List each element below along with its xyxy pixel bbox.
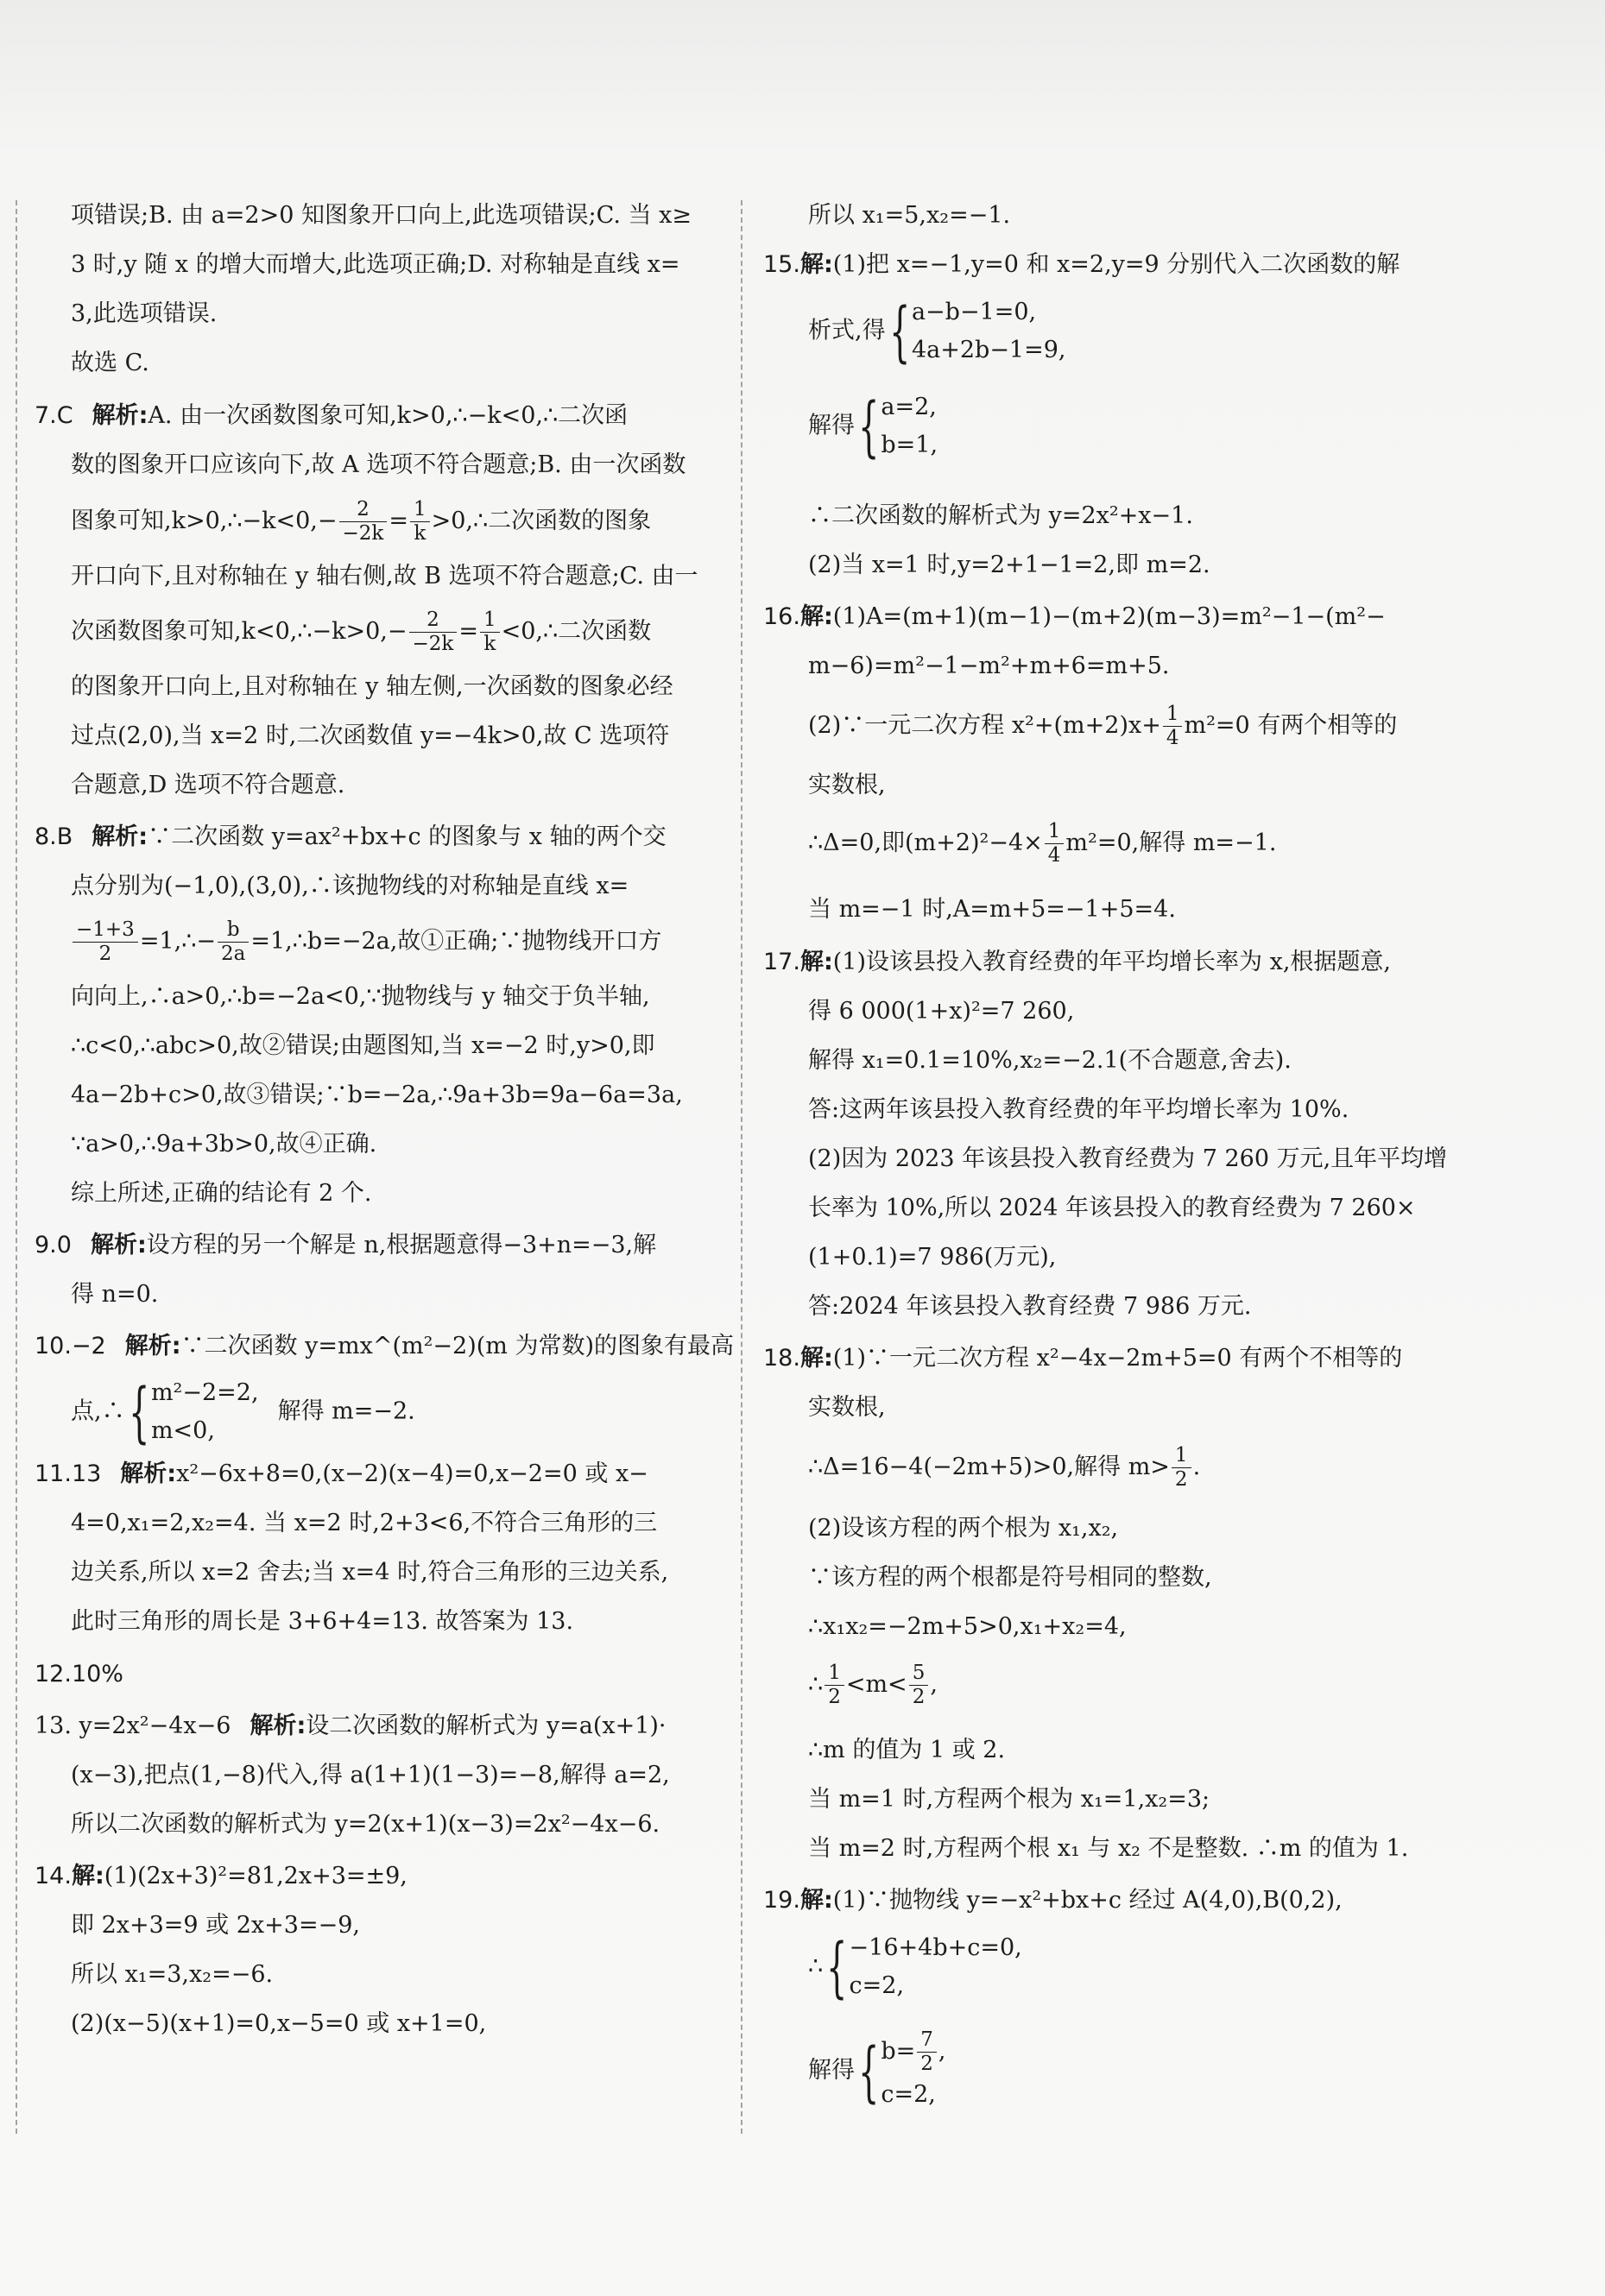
text-line: 数的图象开口应该向下,故 A 选项不符合题意;B. 由一次函数: [71, 451, 686, 478]
numerator: 2: [409, 609, 458, 633]
equation-system: [886, 293, 1066, 369]
text-span: (1)A=(m+1)(m−1)−(m+2)(m−3)=m²−1−(m²−: [832, 603, 1386, 630]
system-row: [881, 2028, 945, 2076]
text-span: (2)∵一元二次方程 x²+(m+2)x+: [808, 712, 1161, 739]
answer-number: 7.C: [35, 402, 73, 429]
text-span: (1)(2x+3)²=81,2x+3=±9,: [104, 1863, 408, 1889]
text-span: ∴: [808, 1671, 824, 1698]
brace-icon: {: [888, 293, 910, 369]
solution-label: 解:: [799, 603, 833, 630]
text-span: ∴Δ=16−4(−2m+5)>0,解得 m>: [808, 1454, 1170, 1480]
text-span: 析式,得: [808, 317, 886, 344]
text-span: <m<: [845, 1671, 907, 1698]
text-span: <0,∴二次函数: [501, 618, 652, 645]
math-line: [808, 1929, 1022, 2005]
brace-icon: {: [128, 1373, 149, 1450]
math-line: [71, 498, 651, 546]
column-divider: [741, 200, 742, 2134]
text-span: m²=0 有两个相等的: [1184, 712, 1398, 739]
answer-number: 19.: [763, 1887, 800, 1914]
text-span: m²=0,解得 m=−1.: [1065, 829, 1277, 856]
answer-number: 18.: [763, 1345, 800, 1372]
question-14: [35, 1861, 408, 1892]
answer-number: 10.−2: [35, 1333, 106, 1359]
math-line: [808, 388, 938, 464]
answer-number: 15.: [763, 251, 800, 278]
numerator: 1: [1172, 1444, 1191, 1468]
denominator: k: [483, 633, 496, 655]
math-line: [71, 609, 651, 656]
text-line: 实数根,: [808, 772, 886, 798]
answer-number: 16.: [763, 603, 800, 630]
system-row: −16+4b+c=0,: [849, 1934, 1022, 1961]
question-15: [763, 249, 1400, 281]
fraction: [410, 498, 430, 546]
analysis-label: 解析:: [92, 823, 148, 850]
text-span: ∴Δ=0,即(m+2)²−4×: [808, 829, 1043, 856]
text-line: (1+0.1)=7 986(万元),: [808, 1244, 1057, 1271]
numerator: 1: [1163, 703, 1183, 727]
text-span: b=: [881, 2038, 916, 2065]
text-line: 得 n=0.: [71, 1281, 159, 1308]
text-span: ,: [930, 1671, 938, 1698]
denominator: 2: [1174, 1468, 1188, 1491]
text-span: (1)把 x=−1,y=0 和 x=2,y=9 分别代入二次函数的解: [832, 251, 1400, 278]
text-line: (2)(x−5)(x+1)=0,x−5=0 或 x+1=0,: [71, 2010, 487, 2037]
equation-system: [855, 2028, 946, 2114]
denominator: 2: [828, 1686, 841, 1708]
solution-label: 解:: [71, 1863, 104, 1889]
system-row: a−b−1=0,: [911, 299, 1037, 325]
text-span: (1)∵一元二次方程 x²−4x−2m+5=0 有两个不相等的: [832, 1345, 1403, 1372]
question-9: [35, 1230, 656, 1261]
math-line: [71, 918, 661, 966]
text-line: 点分别为(−1,0),(3,0),∴该抛物线的对称轴是直线 x=: [71, 873, 629, 899]
system-row: c=2,: [849, 1972, 905, 1999]
answer-number: 8.B: [35, 823, 73, 850]
equation-system: [823, 1929, 1022, 2005]
text-span: 解得: [808, 412, 855, 439]
text-line: 3 时,y 随 x 的增大而增大,此选项正确;D. 对称轴是直线 x=: [71, 251, 680, 278]
text-line: m−6)=m²−1−m²+m+6=m+5.: [808, 653, 1170, 679]
text-span: (1)∵抛物线 y=−x²+bx+c 经过 A(4,0),B(0,2),: [832, 1887, 1343, 1914]
text-span: x²−6x+8=0,(x−2)(x−4)=0,x−2=0 或 x−: [176, 1460, 648, 1487]
question-13: [35, 1711, 667, 1742]
text-line: 长率为 10%,所以 2024 年该县投入的教育经费为 7 260×: [808, 1195, 1416, 1221]
answer-number: 17.: [763, 949, 800, 975]
denominator: 4: [1166, 727, 1179, 749]
system-row: b=1,: [881, 432, 938, 458]
question-8: [35, 822, 667, 853]
text-span: 设二次函数的解析式为 y=a(x+1)·: [306, 1713, 667, 1739]
denominator: −2k: [342, 522, 384, 545]
numerator: 2: [339, 498, 388, 522]
text-span: (1)设该县投入教育经费的年平均增长率为 x,根据题意,: [832, 949, 1391, 975]
denominator: 2: [98, 943, 112, 965]
left-margin-rule: [16, 200, 17, 2134]
denominator: 4: [1047, 844, 1061, 867]
text-line: 答:这两年该县投入教育经费的年平均增长率为 10%.: [808, 1096, 1349, 1123]
fraction: [917, 2028, 937, 2076]
equation-system: [125, 1374, 259, 1450]
text-line: 即 2x+3=9 或 2x+3=−9,: [71, 1912, 360, 1939]
text-line: 4a−2b+c>0,故③错误;∵b=−2a,∴9a+3b=9a−6a=3a,: [71, 1082, 683, 1108]
system-row: m²−2=2,: [150, 1379, 259, 1406]
fraction: [480, 609, 500, 656]
brace-icon: {: [826, 1928, 848, 2005]
fraction: [339, 498, 388, 546]
text-line: 解得 x₁=0.1=10%,x₂=−2.1(不合题意,舍去).: [808, 1047, 1292, 1074]
math-line: [808, 2028, 946, 2114]
text-line: 项错误;B. 由 a=2>0 知图象开口向上,此选项错误;C. 当 x≥: [71, 202, 692, 229]
fraction: [909, 1662, 929, 1709]
text-line: 过点(2,0),当 x=2 时,二次函数值 y=−4k>0,故 C 选项符: [71, 722, 670, 749]
text-line: 当 m=1 时,方程两个根为 x₁=1,x₂=3;: [808, 1786, 1210, 1813]
analysis-label: 解析:: [124, 1333, 181, 1359]
denominator: k: [414, 522, 427, 545]
text-span: =1,∴b=−2a,故①正确;∵抛物线开口方: [250, 928, 662, 955]
text-span: =: [458, 618, 478, 645]
text-line: ∴m 的值为 1 或 2.: [808, 1737, 1006, 1763]
text-line: 答:2024 年该县投入教育经费 7 986 万元.: [808, 1293, 1252, 1320]
answer-number: 14.: [35, 1863, 72, 1889]
text-span: =1,∴−: [139, 928, 216, 955]
denominator: 2: [920, 2053, 933, 2075]
text-span: 解得 m=−2.: [277, 1397, 415, 1425]
text-span: ∵二次函数 y=ax²+bx+c 的图象与 x 轴的两个交: [148, 823, 667, 850]
text-line: ∵a>0,∴9a+3b>0,故④正确.: [71, 1131, 377, 1157]
equation-system: [855, 388, 938, 464]
numerator: 7: [917, 2028, 937, 2053]
question-17: [763, 947, 1391, 978]
text-line: ∴c<0,∴abc>0,故②错误;由题图知,当 x=−2 时,y>0,即: [71, 1032, 655, 1059]
question-19: [763, 1885, 1343, 1916]
fraction: [825, 1662, 844, 1709]
denominator: −2k: [412, 633, 454, 655]
text-span: 设方程的另一个解是 n,根据题意得−3+n=−3,解: [146, 1232, 657, 1258]
fraction: [73, 918, 138, 966]
text-line: (2)因为 2023 年该县投入教育经费为 7 260 万元,且年平均增: [808, 1145, 1448, 1172]
analysis-label: 解析:: [250, 1713, 306, 1739]
math-line: [71, 1374, 415, 1450]
solution-label: 解:: [799, 1345, 833, 1372]
text-span: ∴: [808, 1952, 824, 1980]
math-line: [808, 1444, 1200, 1492]
text-line: 当 m=−1 时,A=m+5=−1+5=4.: [808, 896, 1176, 923]
fraction: [218, 918, 249, 966]
text-span: 解得: [808, 2057, 855, 2084]
fraction: [409, 609, 458, 656]
numerator: 1: [480, 609, 500, 633]
text-span: 次函数图象可知,k<0,∴−k>0,−: [71, 618, 408, 645]
text-line: 边关系,所以 x=2 舍去;当 x=4 时,符合三角形的三边关系,: [71, 1559, 669, 1586]
text-line: 当 m=2 时,方程两个根 x₁ 与 x₂ 不是整数. ∴m 的值为 1.: [808, 1835, 1409, 1862]
question-11: [35, 1459, 648, 1490]
text-line: 得 6 000(1+x)²=7 260,: [808, 998, 1075, 1025]
analysis-label: 解析:: [92, 402, 148, 429]
text-line: ∴二次函数的解析式为 y=2x²+x−1.: [808, 502, 1193, 529]
text-span: A. 由一次函数图象可知,k>0,∴−k<0,∴二次函: [148, 402, 629, 429]
text-line: 向向上,∴a>0,∴b=−2a<0,∵抛物线与 y 轴交于负半轴,: [71, 983, 650, 1010]
text-span: ∵二次函数 y=mx^(m²−2)(m 为常数)的图象有最高: [180, 1333, 735, 1359]
analysis-label: 解析:: [120, 1460, 177, 1487]
math-line: [808, 703, 1397, 750]
system-row: c=2,: [881, 2081, 936, 2108]
text-line: (2)设该方程的两个根为 x₁,x₂,: [808, 1515, 1119, 1542]
system-row: 4a+2b−1=9,: [911, 337, 1066, 363]
system-row: m<0,: [150, 1417, 215, 1444]
numerator: b: [218, 918, 249, 943]
text-span: >0,∴二次函数的图象: [431, 508, 652, 534]
text-line: 的图象开口向上,且对称轴在 y 轴左侧,一次函数的图象必经: [71, 673, 673, 700]
solution-label: 解:: [799, 949, 833, 975]
text-line: 所以 x₁=5,x₂=−1.: [808, 202, 1011, 229]
text-span: =: [389, 508, 408, 534]
text-line: 综上所述,正确的结论有 2 个.: [71, 1180, 372, 1207]
text-span: ,: [938, 2038, 946, 2065]
text-line: 故选 C.: [71, 350, 149, 376]
system-row: a=2,: [881, 394, 937, 420]
text-line: ∴x₁x₂=−2m+5>0,x₁+x₂=4,: [808, 1613, 1127, 1640]
math-line: [808, 293, 1066, 369]
text-line: 实数根,: [808, 1394, 886, 1421]
solution-label: 解:: [799, 251, 833, 278]
denominator: 2: [912, 1686, 926, 1708]
question-10: [35, 1331, 734, 1362]
solution-label: 解:: [799, 1887, 833, 1914]
numerator: 1: [410, 498, 430, 522]
text-line: ∵该方程的两个根都是符号相同的整数,: [808, 1564, 1212, 1591]
text-span: 图象可知,k>0,∴−k<0,−: [71, 508, 338, 534]
numerator: 1: [1045, 820, 1065, 844]
analysis-label: 解析:: [90, 1232, 147, 1258]
text-line: 4=0,x₁=2,x₂=4. 当 x=2 时,2+3<6,不符合三角形的三: [71, 1510, 658, 1536]
text-line: 所以二次函数的解析式为 y=2(x+1)(x−3)=2x²−4x−6.: [71, 1811, 660, 1838]
question-18: [763, 1343, 1402, 1374]
answer-number: 13. y=2x²−4x−6: [35, 1713, 231, 1739]
text-line: 3,此选项错误.: [71, 300, 218, 327]
brace-icon: {: [858, 2032, 880, 2110]
question-12: 12.10%: [35, 1661, 123, 1687]
numerator: −1+3: [73, 918, 138, 943]
text-line: 所以 x₁=3,x₂=−6.: [71, 1961, 274, 1988]
text-line: (x−3),把点(1,−8)代入,得 a(1+1)(1−3)=−8,解得 a=2,: [71, 1762, 670, 1788]
text-line: 合题意,D 选项不符合题意.: [71, 772, 345, 798]
answer-number: 9.0: [35, 1232, 72, 1258]
text-line: 此时三角形的周长是 3+6+4=13. 故答案为 13.: [71, 1608, 574, 1635]
text-span: 点,∴: [71, 1397, 125, 1425]
question-7: [35, 401, 628, 432]
answer-number: 11.13: [35, 1460, 102, 1487]
fraction: [1172, 1444, 1191, 1492]
numerator: 5: [909, 1662, 929, 1686]
question-16: [763, 602, 1386, 633]
math-line: [808, 820, 1276, 867]
text-span: .: [1192, 1454, 1201, 1480]
text-line: (2)当 x=1 时,y=2+1−1=2,即 m=2.: [808, 552, 1210, 578]
brace-icon: {: [858, 388, 880, 464]
fraction: [1163, 703, 1183, 750]
denominator: 2a: [221, 943, 246, 965]
text-line: 开口向下,且对称轴在 y 轴右侧,故 B 选项不符合题意;C. 由一: [71, 563, 698, 590]
math-line: [808, 1662, 938, 1709]
fraction: [1045, 820, 1065, 867]
numerator: 1: [825, 1662, 844, 1686]
